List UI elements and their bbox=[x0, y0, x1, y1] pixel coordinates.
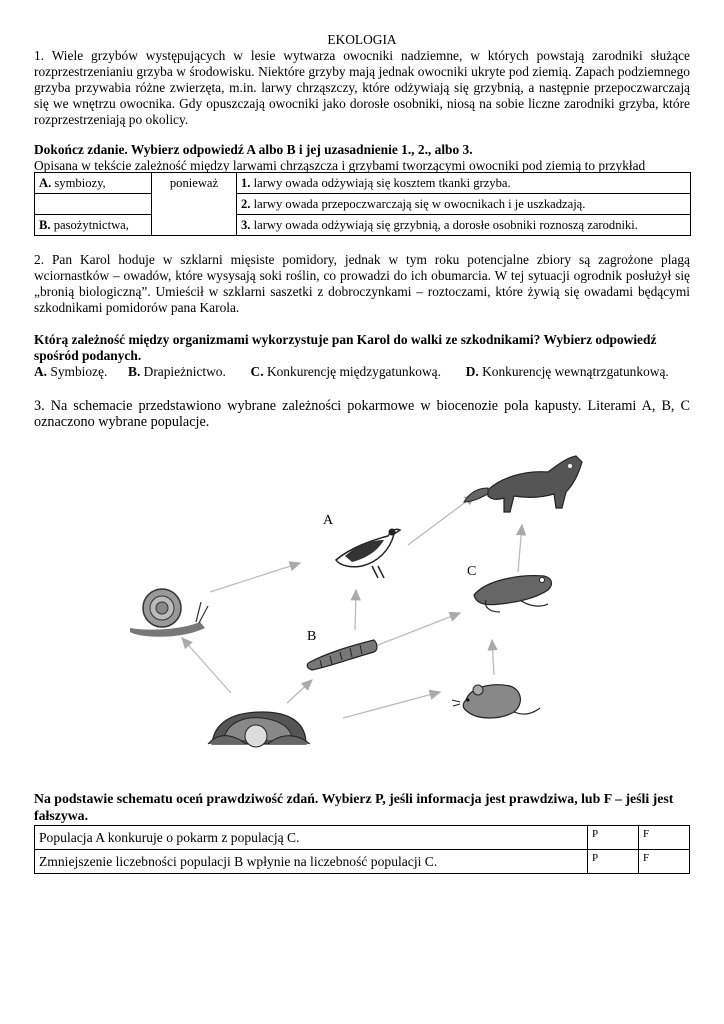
arrow-snail-bird bbox=[210, 563, 300, 592]
arrow-mouse-frog bbox=[492, 640, 494, 675]
cabbage-icon bbox=[208, 712, 310, 747]
snail-icon bbox=[130, 589, 208, 637]
q2-intro: 2. Pan Karol hoduje w szklarni mięsiste pomidory, jednak w tym roku potencjalne zbiory są zagrożone plagą wciornastków – owadów, które wysysają soki roślin, co prowadzi do ich obumarcia. W tej sytuacji ogrodnik posłużył się „bronią biologiczną”. Umieścił w szklarni saszetki z dobroczynkami – roztoczami, które żywią się owadami będącymi szkodnikami pomidorów pana Karola. bbox=[34, 252, 690, 315]
arrow-caterpillar-bird bbox=[355, 590, 356, 630]
q2-answer-c[interactable]: C. Konkurencję międzygatunkową. bbox=[250, 364, 441, 379]
fox-icon bbox=[464, 456, 582, 512]
arrow-bird-fox bbox=[408, 495, 475, 545]
arrow-cabbage-mouse bbox=[343, 692, 440, 718]
arrows bbox=[182, 495, 522, 718]
arrow-cabbage-caterpillar bbox=[287, 680, 312, 703]
q1-because: ponieważ bbox=[152, 173, 237, 236]
q1-option-b[interactable]: B. pasożytnictwa, bbox=[35, 215, 152, 236]
q1-reason-3[interactable]: 3. larwy owada odżywiają się grzybnią, a dorosłe osobniki roznoszą zarodniki. bbox=[237, 215, 691, 236]
q3-intro: 3. Na schemacie przedstawiono wybrane zależności pokarmowe w biocenozie pola kapusty. Literami A, B, C oznaczono wybrane populacje. bbox=[34, 398, 690, 430]
q3-true-false-table bbox=[34, 825, 690, 874]
statement-2: Zmniejszenie liczebności populacji B wpłynie na liczebność populacji C. bbox=[35, 850, 588, 874]
arrow-cabbage-snail bbox=[182, 638, 231, 693]
page-title: EKOLOGIA bbox=[327, 32, 397, 47]
bird-icon bbox=[336, 529, 400, 579]
q1-intro: 1. Wiele grzybów występujących w lesie wytwarza owocniki nadziemne, w których powstają zarodniki służące rozprzestrzenianiu grzyba w środowisku. Niektóre grzyby mają jednak owocniki ukryte pod ziemią. Zapach podziemnego grzyba przywabia różne zwierzęta, m.in. larwy chrząszczy, które odżywiają się grzybnią, a następnie przepoczwarczają się we wnętrzu owocnika. Gdy opuszczają owocniki jako dorosłe osobniki, niosą na sobie liczne zarodniki grzyba, które rozprzestrzeniają po okolicy. bbox=[34, 48, 690, 127]
q3-instruction-block bbox=[34, 790, 694, 824]
q2-answer-a[interactable]: A. Symbiozę. bbox=[34, 364, 108, 379]
statement-2-true[interactable]: P bbox=[588, 850, 639, 874]
q1-stem: Opisana w tekście zależność między larwami chrząszcza i grzybami tworzącymi owocniki pod ziemią to przykład bbox=[34, 158, 646, 173]
statement-2-false[interactable]: F bbox=[639, 850, 690, 874]
mouse-icon bbox=[452, 685, 540, 718]
statement-1: Populacja A konkuruje o pokarm z populacją C. bbox=[35, 826, 588, 850]
q1-reason-2[interactable]: 2. larwy owada przepoczwarczają się w owocnikach i je uszkadzają. bbox=[237, 194, 691, 215]
label-c: C bbox=[467, 564, 477, 579]
label-a: A bbox=[323, 513, 334, 528]
statement-1-true[interactable]: P bbox=[588, 826, 639, 850]
caterpillar-icon bbox=[307, 640, 377, 670]
q1-option-a[interactable]: A. symbiozy, bbox=[35, 173, 152, 194]
q3-instruction: Na podstawie schematu oceń prawdziwość zdań. Wybierz P, jeśli informacja jest prawdziwa, lub F – jeśli jest fałszywa. bbox=[34, 791, 674, 823]
q1-reason-1[interactable]: 1. larwy owada odżywiają się kosztem tkanki grzyba. bbox=[237, 173, 691, 194]
q2-answer-b[interactable]: B. Drapieżnictwo. bbox=[128, 364, 226, 379]
label-b: B bbox=[307, 629, 317, 644]
q1-instruction: Dokończ zdanie. Wybierz odpowiedź A albo B i jej uzasadnienie 1., 2., albo 3. bbox=[34, 142, 473, 157]
q2-answer-d[interactable]: D. Konkurencję wewnątrzgatunkową. bbox=[465, 364, 669, 379]
statement-1-false[interactable]: F bbox=[639, 826, 690, 850]
arrow-frog-fox bbox=[518, 525, 522, 572]
q2-question: Którą zależność między organizmami wykorzystuje pan Karol do walki ze szkodnikami? Wybierz odpowiedź spośród podanych. bbox=[34, 332, 657, 363]
frog-icon bbox=[474, 576, 551, 612]
arrow-caterpillar-frog bbox=[378, 613, 460, 645]
